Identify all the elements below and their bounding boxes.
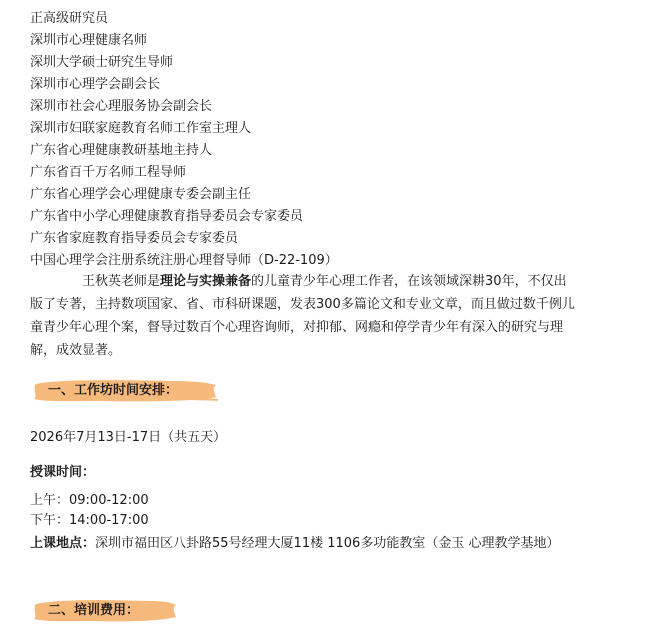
venue-address: 深圳市福田区八卦路55号经理大厦11楼 1106多功能教室（金玉 心理教学基地）: [95, 536, 560, 551]
hours-morning: 上午：09:00-12:00: [30, 493, 149, 508]
cropped-heading-fragment: [270, 0, 310, 2]
credential-item: 深圳大学硕士研究生导师: [30, 55, 174, 70]
credential-item: 中国心理学会注册系统注册心理督导师（D-22-109）: [30, 253, 338, 268]
hours-list: [30, 491, 149, 531]
credential-item: 深圳市社会心理服务协会副会长: [30, 99, 213, 114]
credentials-list: [30, 8, 630, 272]
credential-item: 深圳市心理学会副会长: [30, 77, 161, 92]
section-title: 二、培训费用：: [48, 603, 140, 618]
bio-text-pre: 王秋英老师是: [82, 274, 161, 289]
bio-text-bold: 理论与实操兼备: [160, 274, 252, 289]
credential-item: 广东省心理健康教研基地主持人: [30, 143, 213, 158]
credential-item: 正高级研究员: [30, 11, 109, 26]
hours-title: 授课时间：: [30, 465, 96, 480]
venue-line: [30, 534, 590, 554]
credential-item: 广东省家庭教育指导委员会专家委员: [30, 231, 239, 246]
workshop-date: 2026年7月13日-17日（共五天）: [30, 430, 227, 445]
venue-label: 上课地点：: [30, 536, 96, 551]
section-heading-schedule: [30, 376, 220, 406]
credential-item: 广东省中小学心理健康教育指导委员会专家委员: [30, 209, 304, 224]
bio-paragraph: [30, 270, 575, 362]
hours-afternoon: 下午：14:00-17:00: [30, 513, 149, 528]
section-title: 一、工作坊时间安排：: [48, 383, 179, 398]
credential-item: 广东省心理学会心理健康专委会副主任: [30, 187, 252, 202]
credential-item: 深圳市妇联家庭教育名师工作室主理人: [30, 121, 252, 136]
credential-item: 深圳市心理健康名师: [30, 33, 148, 48]
section-heading-fees: [30, 596, 220, 626]
bio-text-post: 的儿童青少年心理工作者，在该领域深耕30年，不仅出版了专著，主持数项国家、省、市科研课题，发表300多篇论文和专业文章，而且做过数千例儿童青少年心理个案，督导过数百个心理咨询师，对抑郁、网瘾和停学青少年有深入的研究与理解，成效显著。: [30, 274, 575, 358]
credential-item: 广东省百千万名师工程导师: [30, 165, 187, 180]
